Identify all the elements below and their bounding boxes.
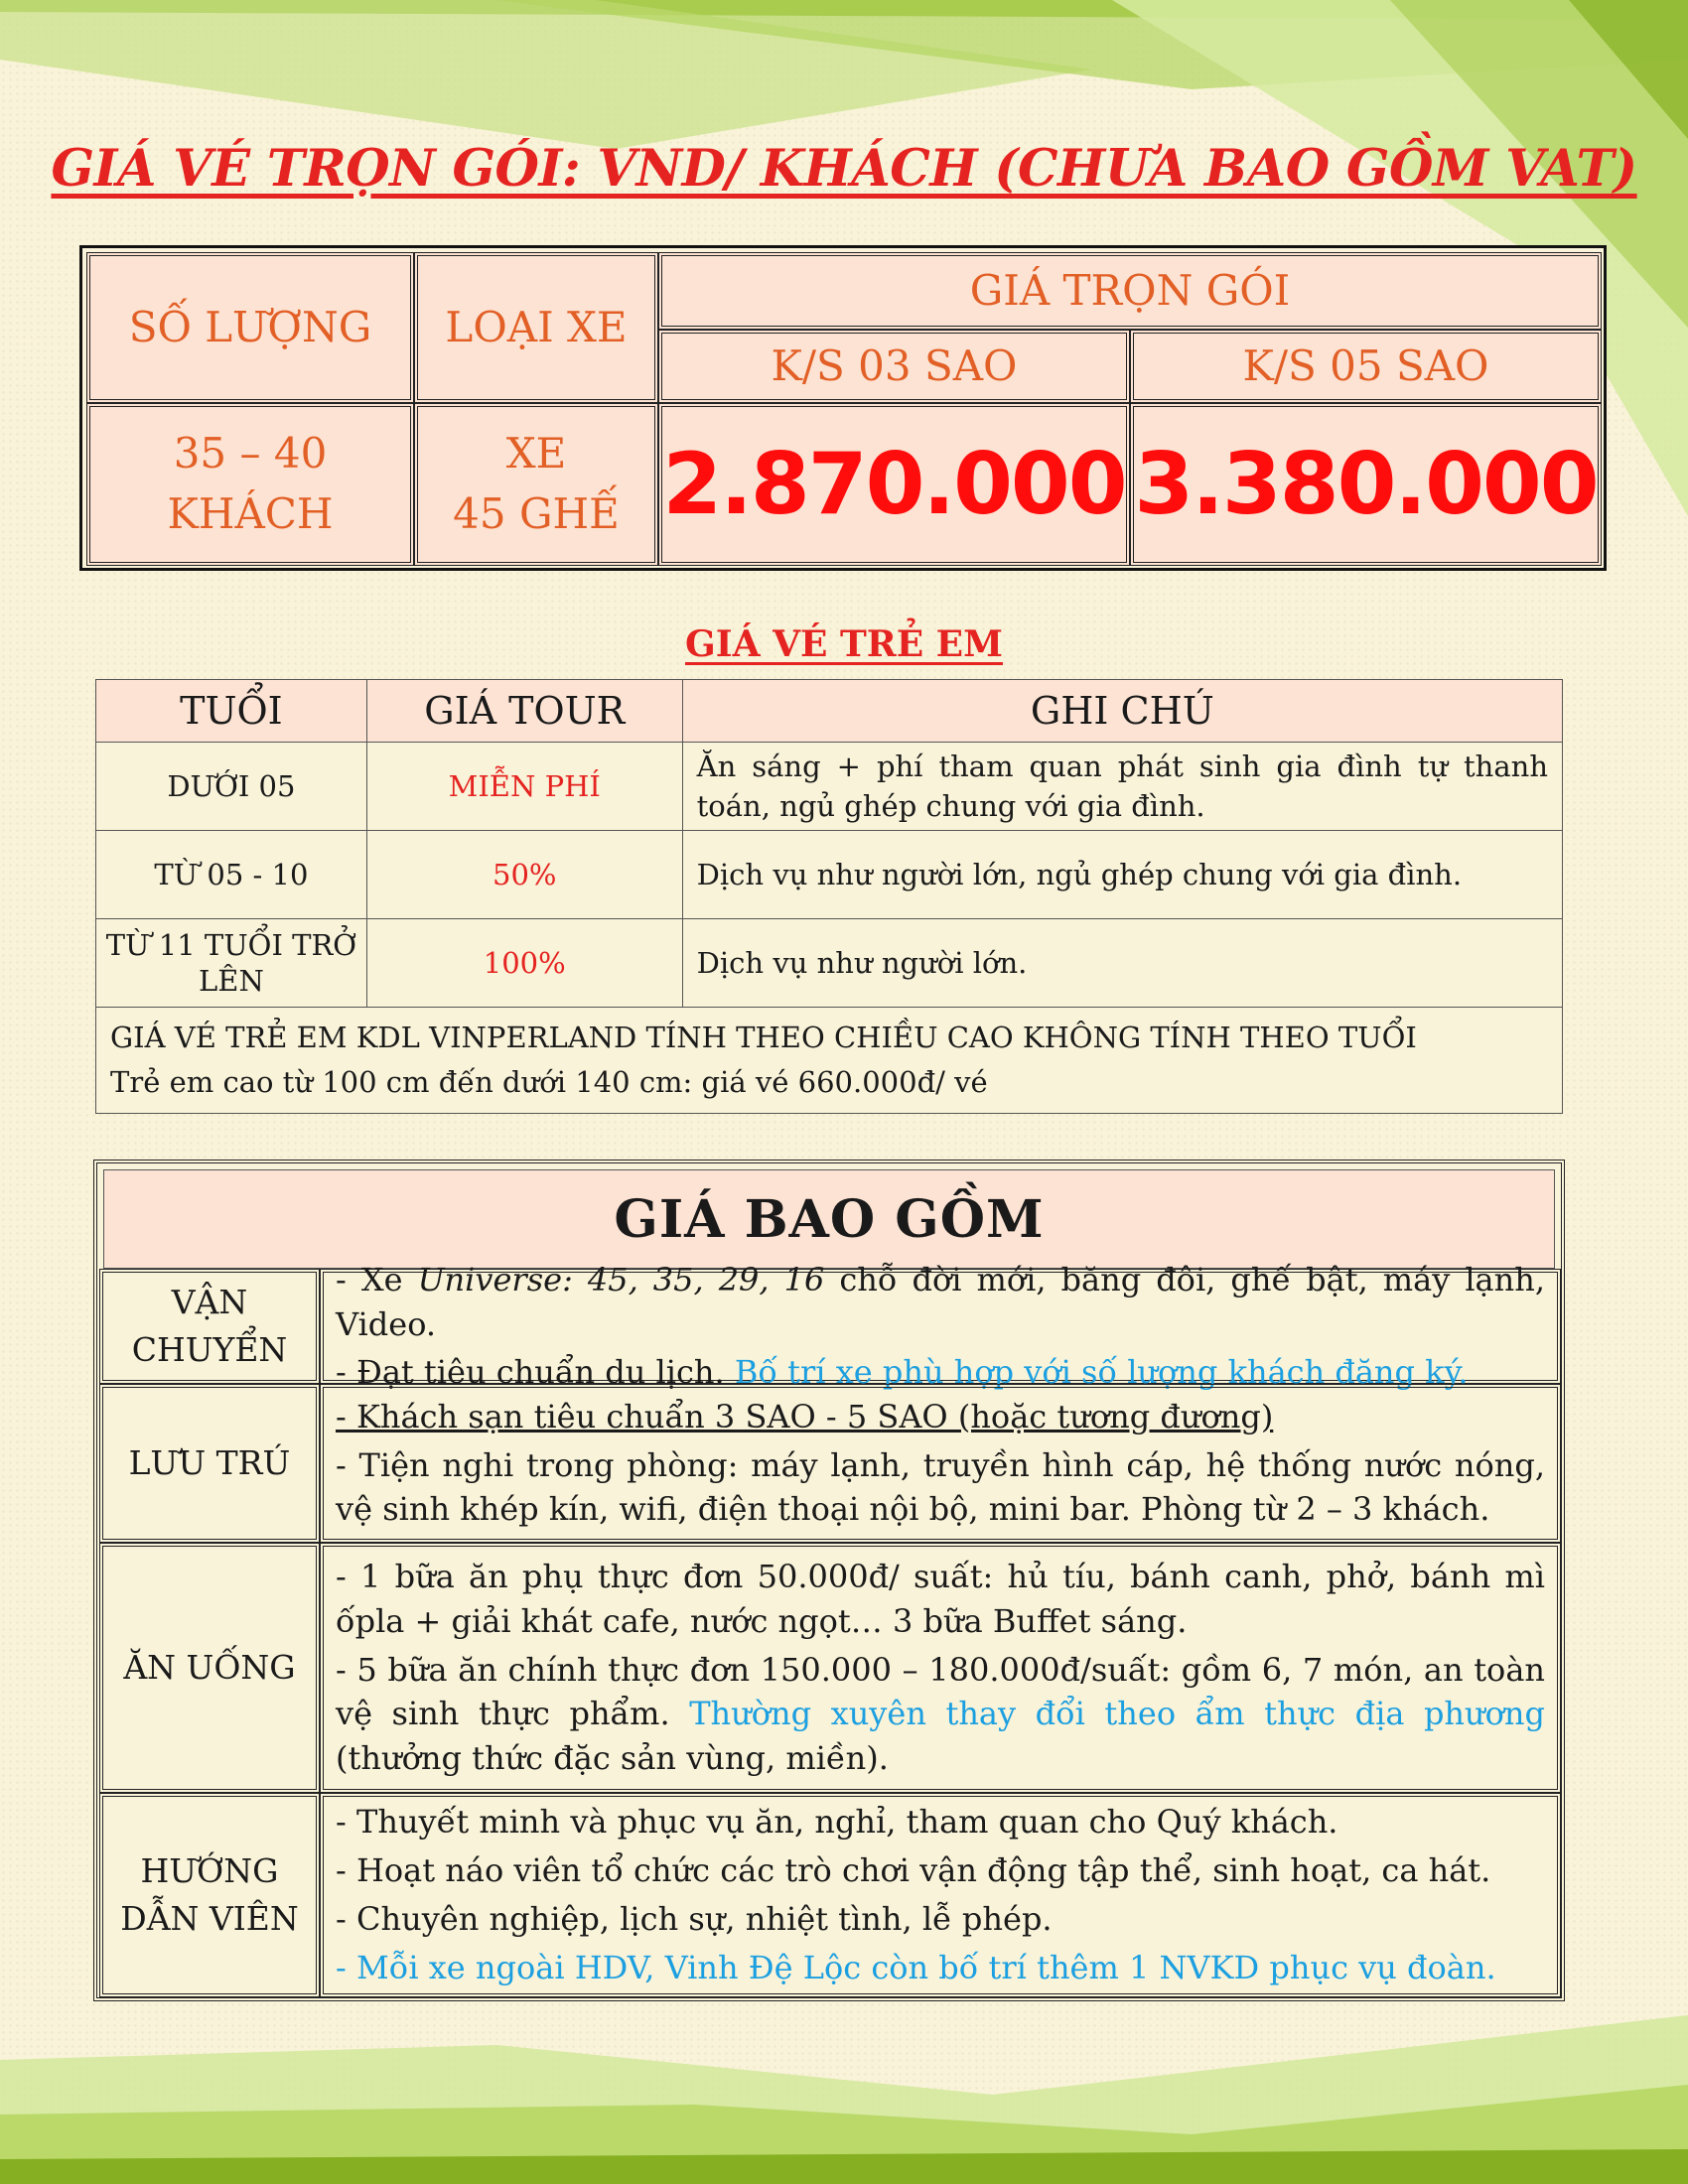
text-segment: Bố trí xe phù hợp với số lượng khách đăng ký.: [734, 1353, 1469, 1392]
text-guide: [320, 1793, 1561, 1997]
quantity-line-1: 35 – 40: [173, 429, 328, 478]
included-title: GIÁ BAO GỒM: [103, 1169, 1555, 1269]
guide-line-1: - Thuyết minh và phục vụ ăn, nghỉ, tham quan cho Quý khách.: [336, 1803, 1338, 1842]
child-price-table: [95, 679, 1563, 1114]
price-hotel-5-star: 3.380.000: [1130, 403, 1602, 566]
text-meals: [320, 1543, 1561, 1793]
included-services-table: [93, 1160, 1565, 2001]
price-cell: MIỄN PHÍ: [366, 743, 682, 831]
label-line: HƯỚNG: [140, 1851, 279, 1891]
guide-line-4: - Mỗi xe ngoài HDV, Vinh Đệ Lộc còn bố trí thêm 1 NVKD phục vụ đoàn.: [336, 1948, 1496, 1986]
cell-vehicle: [414, 403, 658, 566]
table-row: [96, 919, 1563, 1008]
note-cell: Ăn sáng + phí tham quan phát sinh gia đình tự thanh toán, ngủ ghép chung với gia đình.: [682, 743, 1562, 831]
age-cell: TỪ 11 TUỔI TRỞ LÊN: [96, 919, 367, 1008]
label-line: DẪN VIÊN: [120, 1899, 299, 1938]
transport-line-1: [336, 1258, 1545, 1347]
label-guide: [99, 1793, 320, 1997]
text-segment: - Xe: [336, 1260, 418, 1298]
text-segment: chỗ đời mới, băng đôi, ghế bật, máy lạnh, Video.: [336, 1260, 1546, 1343]
label-lodging: LƯU TRÚ: [99, 1384, 320, 1543]
label-transport: [99, 1269, 320, 1384]
text-segment: - Đạt tiêu chuẩn du lịch.: [336, 1353, 735, 1392]
header-quantity: SỐ LƯỢNG: [86, 252, 414, 403]
lodging-line-1: - Khách sạn tiêu chuẩn 3 SAO - 5 SAO (hoặc tương đương): [336, 1397, 1274, 1435]
table-header-row: [96, 680, 1563, 743]
text-segment: - 5 bữa ăn chính thực đơn 150.000 – 180.000đ/suất: gồm 6, 7 món, an toàn vệ sinh thực phẩm.: [336, 1650, 1545, 1733]
header-hotel-3-star: K/S 03 SAO: [658, 330, 1130, 403]
cell-quantity: [86, 403, 414, 566]
guide-line-3: - Chuyên nghiệp, lịch sự, nhiệt tình, lễ phép.: [336, 1900, 1053, 1938]
age-cell: DƯỚI 05: [96, 743, 367, 831]
header-package-price: GIÁ TRỌN GÓI: [658, 252, 1602, 330]
label-line: CHUYỂN: [131, 1330, 288, 1369]
guide-line-2: - Hoạt náo viên tổ chức các trò chơi vận động tập thể, sinh hoạt, ca hát.: [336, 1851, 1491, 1890]
price-hotel-3-star: 2.870.000: [658, 403, 1130, 566]
header-age: TUỔI: [96, 680, 367, 743]
lodging-line-2: - Tiện nghi trong phòng: máy lạnh, truyền hình cáp, hệ thống nước nóng, vệ sinh khép kín, wifi, điện thoại nội bộ, mini bar. Phòng từ 2 – 3 khách.: [336, 1445, 1545, 1529]
price-cell: 50%: [366, 831, 682, 919]
text-segment: Thường xuyên thay đổi theo ẩm thực địa phương: [689, 1695, 1545, 1733]
header-note: GHI CHÚ: [682, 680, 1562, 743]
vinperland-note: [96, 1008, 1563, 1114]
note-cell: Dịch vụ như người lớn, ngủ ghép chung với gia đình.: [682, 831, 1562, 919]
meals-line-2: [336, 1648, 1545, 1781]
header-hotel-5-star: K/S 05 SAO: [1130, 330, 1602, 403]
vehicle-line-1: XE: [505, 429, 567, 478]
text-transport: [320, 1260, 1561, 1392]
vinperland-note-line-1: GIÁ VÉ TRẺ EM KDL VINPERLAND TÍNH THEO CHIỀU CAO KHÔNG TÍNH THEO TUỔI: [110, 1021, 1417, 1055]
note-cell: Dịch vụ như người lớn.: [682, 919, 1562, 1008]
text-lodging: [320, 1384, 1561, 1543]
table-row: [96, 743, 1563, 831]
age-cell: TỪ 05 - 10: [96, 831, 367, 919]
table-footer-row: [96, 1008, 1563, 1114]
header-tour-price: GIÁ TOUR: [366, 680, 682, 743]
meals-line-1: - 1 bữa ăn phụ thực đơn 50.000đ/ suất: hủ tíu, bánh canh, phở, bánh mì ốpla + giải khát cafe, nước ngọt… 3 bữa Buffet sáng.: [336, 1558, 1545, 1640]
label-meals: ĂN UỐNG: [99, 1543, 320, 1793]
text-segment: Universe: 45, 35, 29, 16: [417, 1260, 825, 1298]
child-price-title: GIÁ VÉ TRẺ EM: [685, 623, 1003, 665]
price-cell: 100%: [366, 919, 682, 1008]
vehicle-line-2: 45 GHẾ: [453, 489, 620, 538]
table-row: [96, 831, 1563, 919]
package-price-table: [79, 245, 1607, 571]
page-title: GIÁ VÉ TRỌN GÓI: VND/ KHÁCH (CHƯA BAO GỒM VAT): [51, 139, 1637, 199]
text-segment: (thưởng thức đặc sản vùng, miền).: [336, 1739, 889, 1778]
header-vehicle: LOẠI XE: [414, 252, 658, 403]
vinperland-note-line-2: Trẻ em cao từ 100 cm đến dưới 140 cm: giá vé 660.000đ/ vé: [110, 1064, 988, 1099]
label-line: VẬN: [171, 1283, 248, 1322]
quantity-line-2: KHÁCH: [167, 489, 334, 538]
